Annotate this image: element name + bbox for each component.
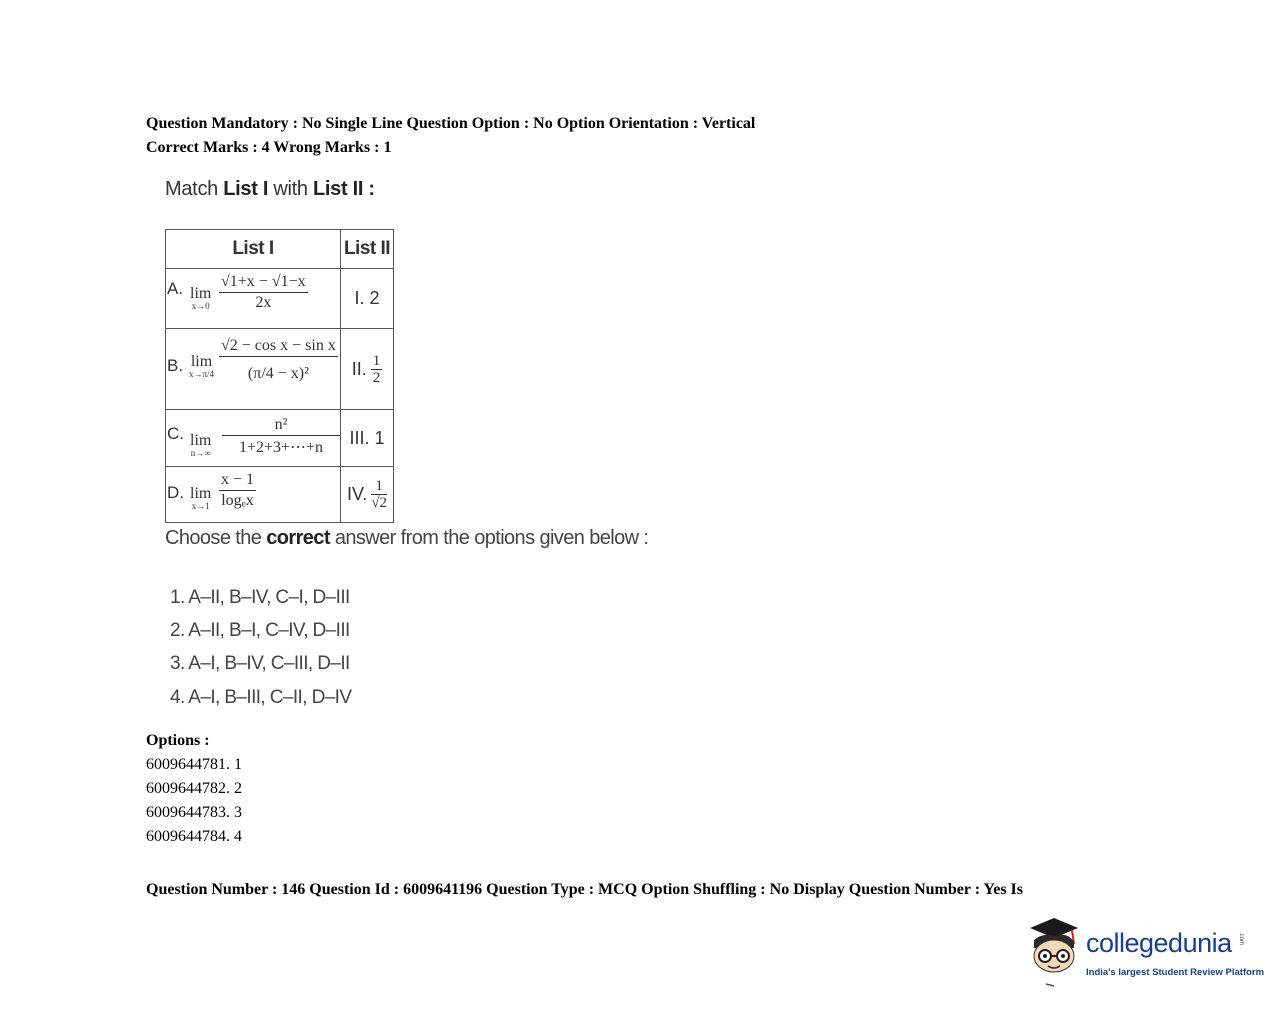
limit [190,487,211,511]
options-label: Options : [146,732,210,749]
option-id-item: 6009644782. 2 [146,780,242,797]
lim-sub: x→1 [191,501,210,511]
match-with: with [268,178,313,200]
choice-item: 1. A–II, B–IV, C–I, D–III [170,587,350,608]
list2-den: 2 [372,369,381,386]
list2-den: √2 [371,495,388,511]
list2-num: 1 [372,352,381,369]
numerator: n² [222,416,340,436]
list2-prefix: IV. [346,484,368,504]
denominator: 1+2+3+⋯+n [238,439,324,456]
list2-fraction [371,478,387,511]
match-prefix: Match [165,178,224,200]
numerator: √2 − cos x − sin x [219,337,338,357]
option-id-item: 6009644783. 3 [146,804,242,821]
match-instruction [165,178,375,201]
fraction [219,337,338,383]
table-row [166,467,394,523]
question-meta-line2: Correct Marks : 4 Wrong Marks : 1 [146,139,392,156]
numerator: √1+x − √1−x [219,273,308,293]
table-row [166,269,394,329]
list2-num: 1 [371,478,387,495]
fraction [222,416,340,457]
limit [190,287,211,311]
choose-suffix: answer from the options given below : [329,527,649,549]
list1-item-a [166,269,341,329]
logo-com: .com [1238,932,1244,946]
table-row [166,329,394,410]
choose-bold: correct [266,527,330,549]
list2-bold: List II : [313,178,375,200]
lim-text: lim [190,353,213,370]
list2-fraction [371,353,383,386]
match-table [165,229,394,523]
list1-item-c [166,410,341,467]
row-label: A. [167,279,184,298]
list2-prefix: II. [351,358,367,379]
limit [189,355,214,379]
row-label: D. [167,483,184,502]
table-row [166,410,394,467]
table-header-row [166,230,394,269]
collegedunia-logo [1024,918,1265,990]
lim-text: lim [190,485,212,502]
denominator: 2x [255,294,272,311]
logo-name: collegedunia [1086,928,1232,958]
lim-text: lim [190,285,212,302]
question-meta-footer: Question Number : 146 Question Id : 6009641196 Question Type : MCQ Option Shuffling : No Display Question Number : Yes Is [146,881,1023,898]
option-id-item: 6009644781. 1 [146,756,242,773]
list1-bold: List I [223,178,269,200]
lim-text: lim [190,432,212,449]
denominator: (π/4 − x)² [247,365,309,382]
list2-item-2 [341,329,394,410]
row-label: B. [167,356,184,375]
limit [190,434,211,458]
lim-sub: x→0 [191,301,210,311]
denominator: logₑx [221,492,254,509]
choice-item: 3. A–I, B–IV, C–III, D–II [170,653,350,674]
row-label: C. [167,424,184,443]
list2-item-4 [341,467,394,523]
lim-sub: n→∞ [190,448,211,458]
option-id-item: 6009644784. 4 [146,828,242,845]
list2-item-1: I. 2 [341,269,394,329]
fraction [219,273,308,312]
choose-prefix: Choose the [165,527,267,549]
choose-instruction [165,527,648,550]
choice-item: 2. A–II, B–I, C–IV, D–III [170,620,350,641]
question-meta-line1: Question Mandatory : No Single Line Question Option : No Option Orientation : Vertical [146,115,756,132]
choice-item: 4. A–I, B–III, C–II, D–IV [170,687,352,708]
numerator: x − 1 [219,471,256,491]
col2-header: List II [341,230,394,269]
fraction [219,471,256,510]
col1-header: List I [166,230,341,269]
list1-item-d [166,467,341,523]
logo-tagline: India's largest Student Review Platform [1086,967,1265,978]
list1-item-b [166,329,341,410]
mascot-icon [1024,918,1084,990]
list2-item-3: III. 1 [341,410,394,467]
lim-sub: x→π/4 [189,369,215,379]
